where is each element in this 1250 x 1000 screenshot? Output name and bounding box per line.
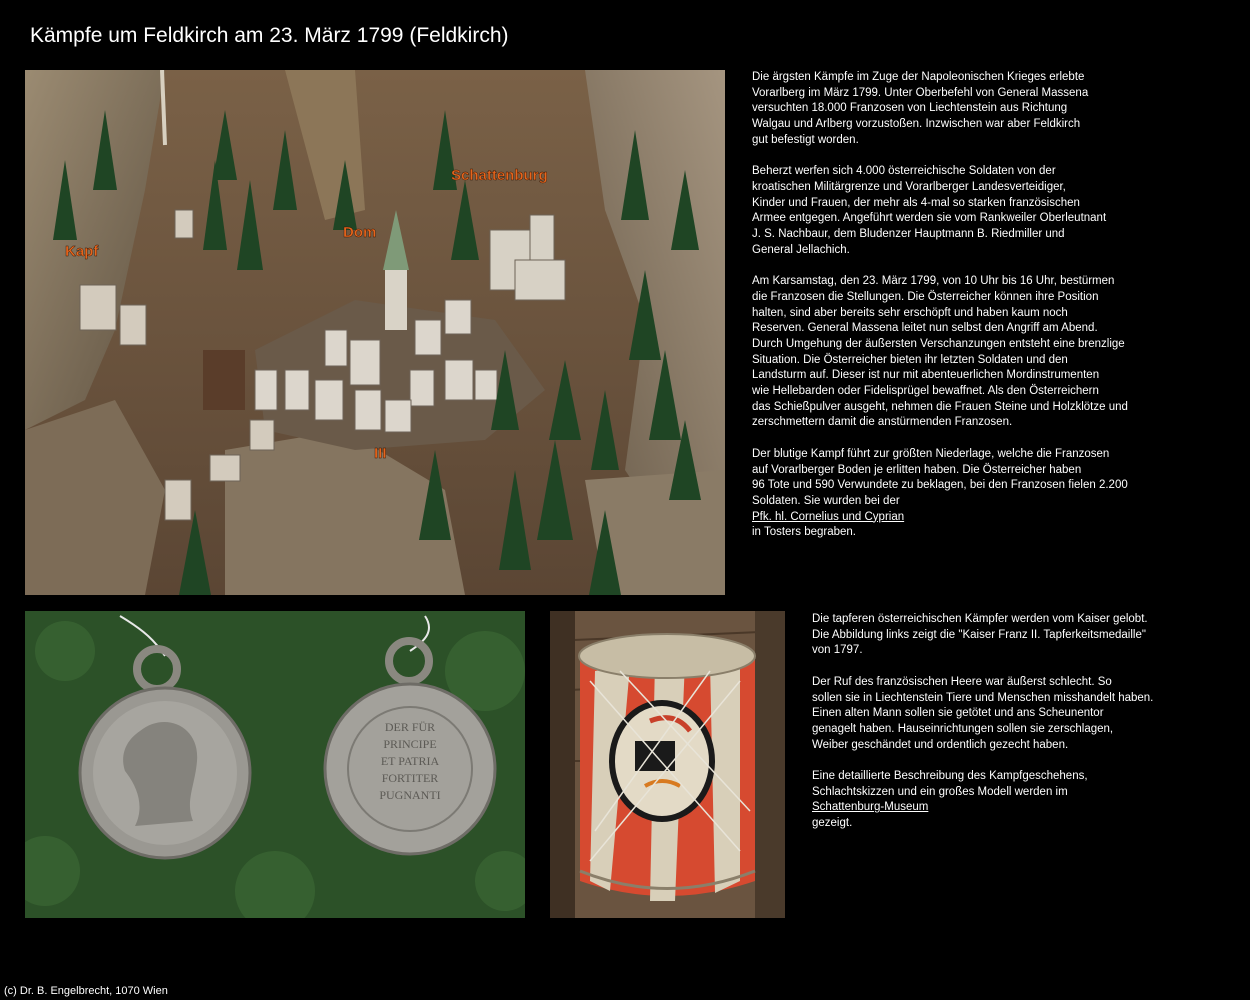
- medal-back-line-5: PUGNANTI: [379, 788, 441, 802]
- medal-paragraph-2: Der Ruf des französischen Heere war äußerst schlecht. So sollen sie in Liechtenstein Tiere und Menschen misshandelt haben. Einen alten Mann sollen sie getötet und ans Scheunentor genagelt haben. Hauseinrichtungen sollen sie zerschlagen, Weiber geschändet und ordentlich gezecht haben.: [812, 675, 1154, 751]
- label-marker: III: [374, 445, 387, 462]
- medal-text: [812, 612, 1232, 848]
- medal-photo: [25, 611, 525, 918]
- museum-link[interactable]: Schattenburg-Museum: [812, 801, 929, 814]
- label-dom: Dom: [343, 224, 377, 241]
- label-kapf: Kapf: [65, 243, 99, 260]
- history-paragraph-4: Der blutige Kampf führt zur größten Niederlage, welche die Franzosen auf Vorarlberger Boden je erlitten haben. Die Österreicher haben 96 Tote und 590 Verwundete zu beklagen, bei den Franzosen fielen 2.200 Soldaten. Sie wurden bei der Pfk. hl. Cornelius und Cyprian in Tosters begraben.: [752, 447, 1128, 539]
- page-title: Kämpfe um Feldkirch am 23. März 1799 (Feldkirch): [30, 24, 509, 47]
- medal-back-line-3: ET PATRIA: [380, 754, 440, 768]
- medal-paragraph-3: Eine detaillierte Beschreibung des Kampfgeschehens, Schlachtskizzen und ein großes Modell werden im Schattenburg-Museum gezeigt.: [812, 770, 1088, 830]
- medal-back-line-2: PRINCIPE: [383, 737, 437, 751]
- church-link[interactable]: Pfk. hl. Cornelius und Cyprian: [752, 510, 905, 523]
- medal-paragraph-1: Die tapferen österreichischen Kämpfer werden vom Kaiser gelobt. Die Abbildung links zeigt die "Kaiser Franz II. Tapferkeitsmedaille" von 1797.: [812, 613, 1148, 657]
- history-paragraph-2: Beherzt werfen sich 4.000 österreichische Soldaten von der kroatischen Militärgrenze und Vorarlberger Landesverteidiger, Kinder und Frauen, der mehr als 4-mal so starken französischen Armee entgegen. Angeführt werden sie vom Rankweiler Oberleutnant J. S. Nachbaur, dem Bludenzer Hauptmann B. Riedmiller und General Jellachich.: [752, 165, 1107, 256]
- battle-model-photo: [25, 70, 725, 595]
- medal-back-line-4: FORTITER: [381, 771, 439, 785]
- drum-photo: [550, 611, 785, 918]
- history-paragraph-1: Die ärgsten Kämpfe im Zuge der Napoleonischen Krieges erlebte Vorarlberg im März 1799. Unter Oberbefehl von General Massena versuchten 18.000 Franzosen von Liechtenstein aus Richtung Walgau und Arlberg vorzustoßen. Inzwischen war aber Feldkirch gut befestigt worden.: [752, 71, 1089, 146]
- copyright-footer: (c) Dr. B. Engelbrecht, 1070 Wien: [4, 985, 168, 997]
- medal-back-line-1: DER FÜR: [384, 720, 436, 734]
- label-schattenburg: Schattenburg: [451, 167, 548, 184]
- history-paragraph-3: Am Karsamstag, den 23. März 1799, von 10 Uhr bis 16 Uhr, bestürmen die Franzosen die Stellungen. Die Österreicher können ihre Position halten, sind aber bereits sehr erschöpft und haben kaum noch Reserven. General Massena leitet nun selbst den Angriff am Abend. Durch Umgehung der äußersten Verschanzungen entsteht eine brenzlige Situation. Die Österreicher bieten ihr letzten Soldaten und den Landsturm auf. Dieser ist nur mit abenteuerlichen Mordinstrumenten wie Hellebarden oder Fidelisprügel bewaffnet. Als den Österreichern das Schießpulver ausgeht, nehmen die Frauen Steine und Holzklötze und zerschmettern damit die anstürmenden Franzosen.: [752, 275, 1128, 429]
- history-text: [752, 70, 1232, 557]
